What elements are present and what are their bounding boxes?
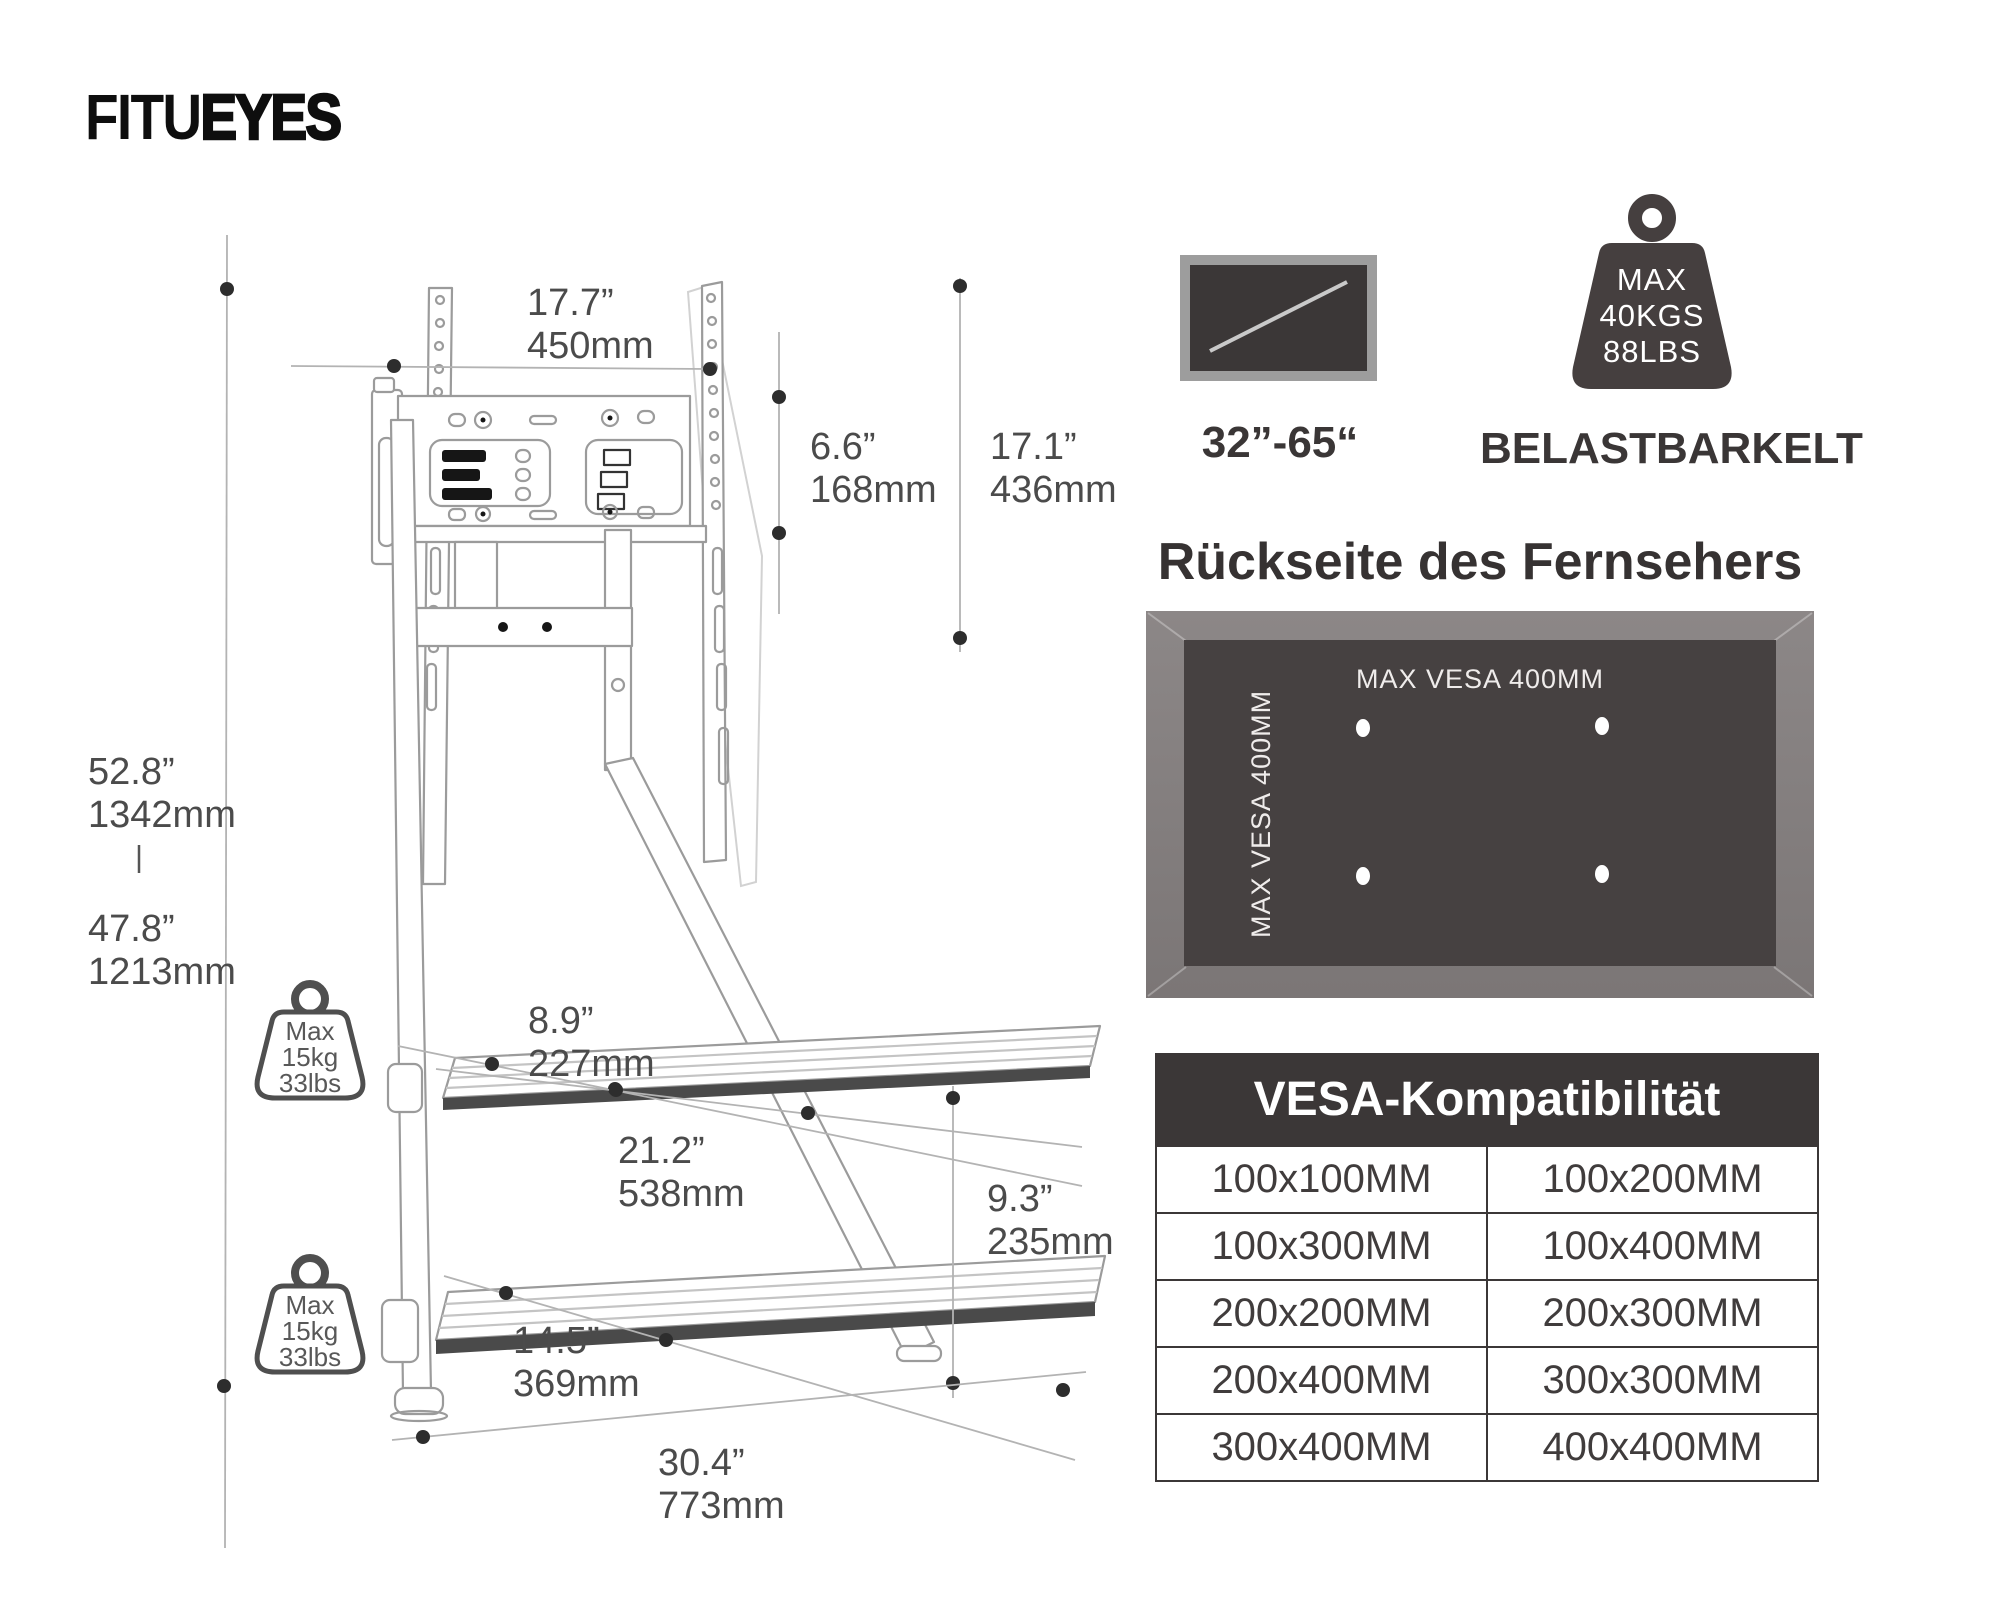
dim-min-height-in: 47.8” [88, 908, 175, 950]
max-load-line3: 88LBS [1602, 334, 1702, 369]
dim-base-width [658, 1442, 785, 1528]
vesa-cell: 100x200MM [1488, 1147, 1817, 1212]
shelf-load-line1: Max [285, 1016, 335, 1046]
table-row [1157, 1145, 1817, 1212]
dim-base-depth-in: 14.5” [513, 1320, 600, 1362]
dim-shelf-width-mm: 538mm [618, 1173, 745, 1215]
vesa-cell: 200x400MM [1157, 1348, 1488, 1413]
dim-base-height [987, 1178, 1114, 1264]
max-load-caption: BELASTBARKELT [1480, 424, 1863, 473]
dim-base-width-in: 30.4” [658, 1442, 745, 1484]
left-tv-rail [423, 288, 452, 884]
rear-foot [897, 1346, 941, 1361]
tv-back-surface [1184, 640, 1776, 966]
dim-shelf-width [618, 1130, 745, 1216]
dim-max-height-in: 52.8” [88, 751, 175, 793]
dim-base-depth [513, 1320, 640, 1406]
shelf-load-line3: 33lbs [278, 1068, 342, 1098]
dim-base-height-in: 9.3” [987, 1178, 1053, 1220]
bracket-lower-rail [394, 526, 706, 542]
vesa-table-title: VESA-Kompatibilität [1157, 1055, 1817, 1145]
side-plate-tab [374, 378, 394, 392]
tv-size-icon [1180, 255, 1377, 381]
shelf-load-line2: 15kg [281, 1042, 339, 1072]
max-vesa-vertical-label: MAX VESA 400MM [1246, 689, 1276, 938]
dim-bracket-height-in: 6.6” [810, 426, 876, 468]
vesa-cell: 100x400MM [1488, 1214, 1817, 1279]
dim-base-depth-mm: 369mm [513, 1363, 640, 1405]
dim-top-width [527, 282, 654, 368]
dim-base-width-mm: 773mm [658, 1485, 785, 1527]
dim-top-width-mm: 450mm [527, 325, 654, 367]
dim-max-height-mm: 1342mm [88, 794, 236, 836]
vesa-hole-top-right [1595, 717, 1609, 735]
lower-shelf-bracket [382, 1300, 418, 1362]
shelf-load-icon-upper [257, 984, 363, 1098]
vesa-cell: 100x300MM [1157, 1214, 1488, 1279]
max-load-line2: 40KGS [1599, 298, 1705, 333]
table-row [1157, 1413, 1817, 1480]
dim-top-width-in: 17.7” [527, 282, 614, 324]
crossbar-bolt [498, 622, 508, 632]
dim-min-height-mm: 1213mm [88, 951, 236, 993]
vesa-cell: 200x200MM [1157, 1281, 1488, 1346]
vesa-compatibility-table [1155, 1053, 1819, 1482]
tv-size-range: 32”-65“ [1201, 418, 1359, 467]
vesa-cell: 100x100MM [1157, 1147, 1488, 1212]
vesa-hole-top-left [1356, 719, 1370, 737]
dim-shelf-width-in: 21.2” [618, 1130, 705, 1172]
dim-min-height [88, 908, 236, 994]
tv-diagonal-icon [1190, 265, 1367, 371]
mount-column [455, 542, 497, 612]
table-row [1157, 1346, 1817, 1413]
shelf-load-line2: 15kg [281, 1316, 339, 1346]
shelf-load-icon-lower [257, 1258, 363, 1372]
brand-logo-part1: FITU [85, 81, 201, 153]
dim-rail-height-in: 17.1” [990, 426, 1077, 468]
dim-rail-height [990, 426, 1117, 512]
brand-logo-part2: EYES [200, 81, 341, 153]
dim-bracket-height-mm: 168mm [810, 469, 937, 511]
dim-shelf-depth-in: 8.9” [528, 1000, 594, 1042]
rear-post [605, 530, 631, 770]
dim-shelf-depth [528, 1000, 655, 1086]
table-row [1157, 1279, 1817, 1346]
vesa-cell: 300x400MM [1157, 1415, 1488, 1480]
tv-back-panel [1146, 611, 1814, 998]
vesa-hole-bottom-right [1595, 865, 1609, 883]
max-vesa-horizontal-label: MAX VESA 400MM [1355, 664, 1605, 694]
front-leg [391, 420, 431, 1394]
dim-rail-height-mm: 436mm [990, 469, 1117, 511]
back-panel-title: Rückseite des Fernsehers [1157, 533, 1803, 591]
dim-shelf-depth-mm: 227mm [528, 1043, 655, 1085]
crossbar [414, 608, 632, 646]
tv-screen [1190, 265, 1367, 371]
vesa-hole-bottom-left [1356, 867, 1370, 885]
shelf-load-line1: Max [285, 1290, 335, 1320]
vesa-cell: 200x300MM [1488, 1281, 1817, 1346]
max-load-weight-icon [1520, 168, 1800, 413]
dim-max-height [88, 751, 236, 837]
vesa-cell: 400x400MM [1488, 1415, 1817, 1480]
shelf-load-line3: 33lbs [278, 1342, 342, 1372]
dim-base-height-mm: 235mm [987, 1221, 1114, 1263]
upper-shelf-bracket [388, 1064, 422, 1112]
table-row [1157, 1212, 1817, 1279]
crossbar-bolt [542, 622, 552, 632]
dim-bracket-height [810, 426, 937, 512]
vesa-cell: 300x300MM [1488, 1348, 1817, 1413]
max-load-line1: MAX [1616, 262, 1688, 297]
